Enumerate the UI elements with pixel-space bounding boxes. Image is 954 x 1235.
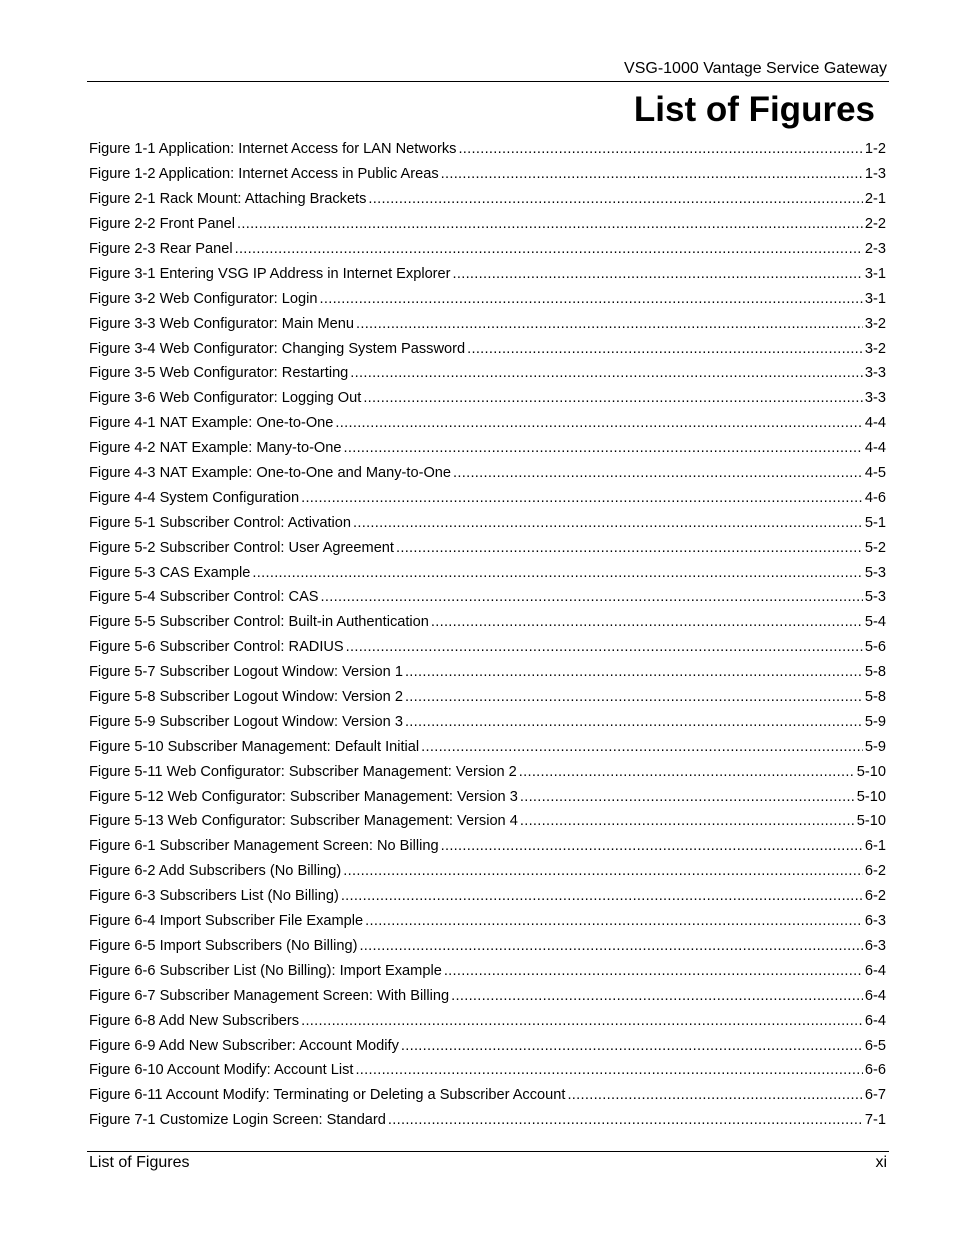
figure-entry[interactable] — [89, 485, 886, 510]
dot-leader — [346, 639, 863, 655]
figure-entry-page: 2-3 — [864, 241, 886, 257]
figure-entry[interactable] — [89, 685, 886, 710]
figure-entry-title: Figure 6-10 Account Modify: Account List — [89, 1062, 354, 1079]
figure-entry-page: 5-9 — [864, 738, 886, 755]
figure-entry-title: Figure 2-1 Rack Mount: Attaching Brackets — [89, 191, 367, 208]
figure-entry-page: 3-3 — [864, 390, 886, 407]
figure-entry-page: 5-9 — [864, 713, 886, 730]
dot-leader — [405, 714, 863, 730]
dot-leader — [301, 1013, 863, 1029]
figure-entry[interactable] — [89, 958, 886, 983]
figure-entry[interactable] — [89, 436, 886, 461]
figure-entry-title: Figure 5-11 Web Configurator: Subscriber Management: Version 2 — [89, 763, 517, 780]
figure-entry-page: 5-10 — [856, 763, 886, 780]
dot-leader — [458, 141, 862, 157]
figure-entry[interactable] — [89, 934, 886, 959]
figure-entry-title: Figure 3-6 Web Configurator: Logging Out — [89, 390, 362, 407]
dot-leader — [453, 266, 863, 282]
figure-entry-title: Figure 5-8 Subscriber Logout Window: Version 2 — [89, 689, 403, 706]
figure-entry[interactable] — [89, 162, 886, 187]
dot-leader — [519, 764, 855, 780]
header-rule — [87, 81, 889, 82]
figure-entry[interactable] — [89, 286, 886, 311]
figure-entry-page: 3-3 — [864, 365, 886, 382]
figure-entry[interactable] — [89, 585, 886, 610]
figure-entry-title: Figure 5-9 Subscriber Logout Window: Version 3 — [89, 713, 403, 730]
figure-entry[interactable] — [89, 709, 886, 734]
figure-entry[interactable] — [89, 386, 886, 411]
dot-leader — [252, 565, 862, 581]
figure-entry-title: Figure 5-2 Subscriber Control: User Agreement — [89, 539, 394, 556]
dot-leader — [363, 390, 863, 406]
dot-leader — [321, 589, 863, 605]
figure-entry-title: Figure 3-1 Entering VSG IP Address in Internet Explorer — [89, 265, 451, 282]
figure-entry[interactable] — [89, 734, 886, 759]
figure-entry-title: Figure 5-3 CAS Example — [89, 564, 251, 581]
figure-entry-page: 3-2 — [864, 315, 886, 332]
figure-entry-title: Figure 1-1 Application: Internet Access for LAN Networks — [89, 141, 457, 158]
figure-entry-title: Figure 4-4 System Configuration — [89, 489, 300, 506]
dot-leader — [356, 316, 863, 332]
figure-entry-page: 5-4 — [864, 614, 886, 631]
figure-entry[interactable] — [89, 311, 886, 336]
figure-entry[interactable] — [89, 784, 886, 809]
dot-leader — [453, 465, 863, 481]
figure-entry-title: Figure 6-2 Add Subscribers (No Billing) — [89, 863, 342, 880]
figure-entry-title: Figure 4-3 NAT Example: One-to-One and Many-to-One — [89, 465, 452, 482]
figure-entry[interactable] — [89, 261, 886, 286]
figure-entry[interactable] — [89, 1083, 886, 1108]
page-title: List of Figures — [633, 90, 875, 129]
dot-leader — [365, 913, 863, 929]
figure-entry-title: Figure 5-12 Web Configurator: Subscriber Management: Version 3 — [89, 788, 518, 805]
figure-entry-page: 5-10 — [856, 813, 886, 830]
figure-entry[interactable] — [89, 187, 886, 212]
figure-entry-title: Figure 2-2 Front Panel — [89, 216, 236, 233]
figure-entry[interactable] — [89, 983, 886, 1008]
dot-leader — [405, 664, 863, 680]
figure-entry[interactable] — [89, 884, 886, 909]
figure-entry[interactable] — [89, 411, 886, 436]
dot-leader — [368, 191, 862, 207]
dot-leader — [388, 1112, 863, 1128]
figure-entry[interactable] — [89, 535, 886, 560]
dot-leader — [301, 490, 863, 506]
figure-entry-page: 5-1 — [864, 514, 886, 531]
dot-leader — [237, 216, 863, 232]
figure-entry-page: 1-2 — [864, 141, 886, 158]
dot-leader — [441, 838, 863, 854]
figure-entry-title: Figure 3-4 Web Configurator: Changing System Password — [89, 340, 466, 357]
figure-entry[interactable] — [89, 361, 886, 386]
dot-leader — [467, 341, 863, 357]
dot-leader — [405, 689, 863, 705]
dot-leader — [353, 515, 863, 531]
figure-entry-title: Figure 3-5 Web Configurator: Restarting — [89, 365, 349, 382]
figure-entry-page: 5-3 — [864, 564, 886, 581]
figure-entry[interactable] — [89, 336, 886, 361]
footer-rule — [87, 1151, 889, 1152]
dot-leader — [441, 166, 863, 182]
dot-leader — [235, 241, 863, 257]
figure-entry-title: Figure 7-1 Customize Login Screen: Standard — [89, 1112, 386, 1129]
figure-entry-title: Figure 5-5 Subscriber Control: Built-in Authentication — [89, 614, 429, 631]
figure-entry-page: 6-4 — [864, 987, 886, 1004]
figure-entry-title: Figure 6-9 Add New Subscriber: Account Modify — [89, 1037, 399, 1054]
figure-entry[interactable] — [89, 759, 886, 784]
dot-leader — [350, 365, 863, 381]
figure-entry[interactable] — [89, 1008, 886, 1033]
figure-entry-page: 6-1 — [864, 838, 886, 855]
figure-entry[interactable] — [89, 635, 886, 660]
figure-entry[interactable] — [89, 1108, 886, 1133]
dot-leader — [520, 813, 855, 829]
dot-leader — [421, 739, 863, 755]
figure-entry-title: Figure 1-2 Application: Internet Access in Public Areas — [89, 166, 439, 183]
figure-entry-page: 2-2 — [864, 216, 886, 233]
figure-entry-title: Figure 4-1 NAT Example: One-to-One — [89, 415, 334, 432]
running-header: VSG-1000 Vantage Service Gateway — [624, 60, 887, 77]
figure-entry-title: Figure 6-3 Subscribers List (No Billing) — [89, 888, 339, 905]
figure-entry[interactable] — [89, 660, 886, 685]
dot-leader — [343, 863, 863, 879]
figure-entry-page: 6-4 — [864, 1012, 886, 1029]
figure-entry[interactable] — [89, 137, 886, 162]
dot-leader — [567, 1087, 862, 1103]
dot-leader — [320, 291, 863, 307]
figure-entry-title: Figure 6-1 Subscriber Management Screen: No Billing — [89, 838, 439, 855]
figure-entry-page: 6-2 — [864, 863, 886, 880]
figure-entry[interactable] — [89, 809, 886, 834]
figure-entry-page: 4-4 — [864, 440, 886, 457]
figure-entry-title: Figure 3-3 Web Configurator: Main Menu — [89, 315, 354, 332]
figure-entry-page: 1-3 — [864, 166, 886, 183]
figure-entry[interactable] — [89, 1033, 886, 1058]
figure-entry-title: Figure 5-7 Subscriber Logout Window: Version 1 — [89, 664, 403, 681]
figure-entry-page: 6-5 — [864, 1037, 886, 1054]
dot-leader — [431, 614, 863, 630]
figure-entry-title: Figure 5-4 Subscriber Control: CAS — [89, 589, 319, 606]
figure-entry-page: 6-7 — [864, 1087, 886, 1104]
figure-entry-page: 5-2 — [864, 539, 886, 556]
figure-entry[interactable] — [89, 560, 886, 585]
figure-entry-page: 5-8 — [864, 664, 886, 681]
dot-leader — [520, 789, 855, 805]
dot-leader — [344, 440, 863, 456]
figure-entry-title: Figure 6-6 Subscriber List (No Billing): Import Example — [89, 962, 442, 979]
figure-entry-page: 4-4 — [864, 415, 886, 432]
figure-entry-title: Figure 2-3 Rear Panel — [89, 241, 233, 257]
figure-entry[interactable] — [89, 859, 886, 884]
dot-leader — [401, 1038, 863, 1054]
figure-entry-page: 3-1 — [864, 265, 886, 282]
figure-entry-title: Figure 6-8 Add New Subscribers — [89, 1012, 300, 1029]
figure-entry-page: 3-2 — [864, 340, 886, 357]
dot-leader — [359, 938, 862, 954]
figure-entry[interactable] — [89, 834, 886, 859]
figure-entry[interactable] — [89, 610, 886, 635]
dot-leader — [451, 988, 863, 1004]
figure-entry-page: 6-3 — [864, 937, 886, 954]
footer-section: List of Figures — [89, 1154, 190, 1171]
figure-entry-title: Figure 4-2 NAT Example: Many-to-One — [89, 440, 342, 457]
figure-entry-title: Figure 5-10 Subscriber Management: Default Initial — [89, 738, 420, 755]
footer-page-number: xi — [875, 1154, 887, 1171]
figure-list — [89, 137, 886, 1133]
dot-leader — [355, 1062, 862, 1078]
figure-entry-page: 5-8 — [864, 689, 886, 706]
figure-entry[interactable] — [89, 461, 886, 486]
figure-entry-page: 6-3 — [864, 913, 886, 930]
figure-entry-page: 4-6 — [864, 489, 886, 506]
figure-entry-title: Figure 6-7 Subscriber Management Screen: With Billing — [89, 987, 450, 1004]
figure-entry-title: Figure 6-11 Account Modify: Terminating or Deleting a Subscriber Account — [89, 1087, 566, 1104]
figure-entry-title: Figure 5-13 Web Configurator: Subscriber Management: Version 4 — [89, 813, 518, 830]
figure-entry[interactable] — [89, 237, 886, 262]
dot-leader — [444, 963, 863, 979]
figure-entry-page: 6-4 — [864, 962, 886, 979]
figure-entry-page: 2-1 — [864, 191, 886, 208]
figure-entry-page: 6-2 — [864, 888, 886, 905]
figure-entry-title: Figure 6-4 Import Subscriber File Example — [89, 913, 364, 930]
figure-entry[interactable] — [89, 1058, 886, 1083]
figure-entry-page: 5-10 — [856, 788, 886, 805]
figure-entry-title: Figure 6-5 Import Subscribers (No Billing) — [89, 937, 358, 954]
dot-leader — [396, 540, 863, 556]
figure-entry-page: 5-6 — [864, 639, 886, 656]
figure-entry[interactable] — [89, 212, 886, 237]
figure-entry-title: Figure 3-2 Web Configurator: Login — [89, 290, 318, 307]
figure-entry-title: Figure 5-1 Subscriber Control: Activation — [89, 514, 351, 531]
figure-entry[interactable] — [89, 909, 886, 934]
figure-entry-page: 7-1 — [864, 1112, 886, 1129]
figure-entry-title: Figure 5-6 Subscriber Control: RADIUS — [89, 639, 344, 656]
dot-leader — [341, 888, 863, 904]
figure-entry-page: 6-6 — [864, 1062, 886, 1079]
dot-leader — [335, 415, 862, 431]
figure-entry-page: 4-5 — [864, 465, 886, 482]
figure-entry-page: 5-3 — [864, 589, 886, 606]
figure-entry[interactable] — [89, 510, 886, 535]
figure-entry-page: 3-1 — [864, 290, 886, 307]
